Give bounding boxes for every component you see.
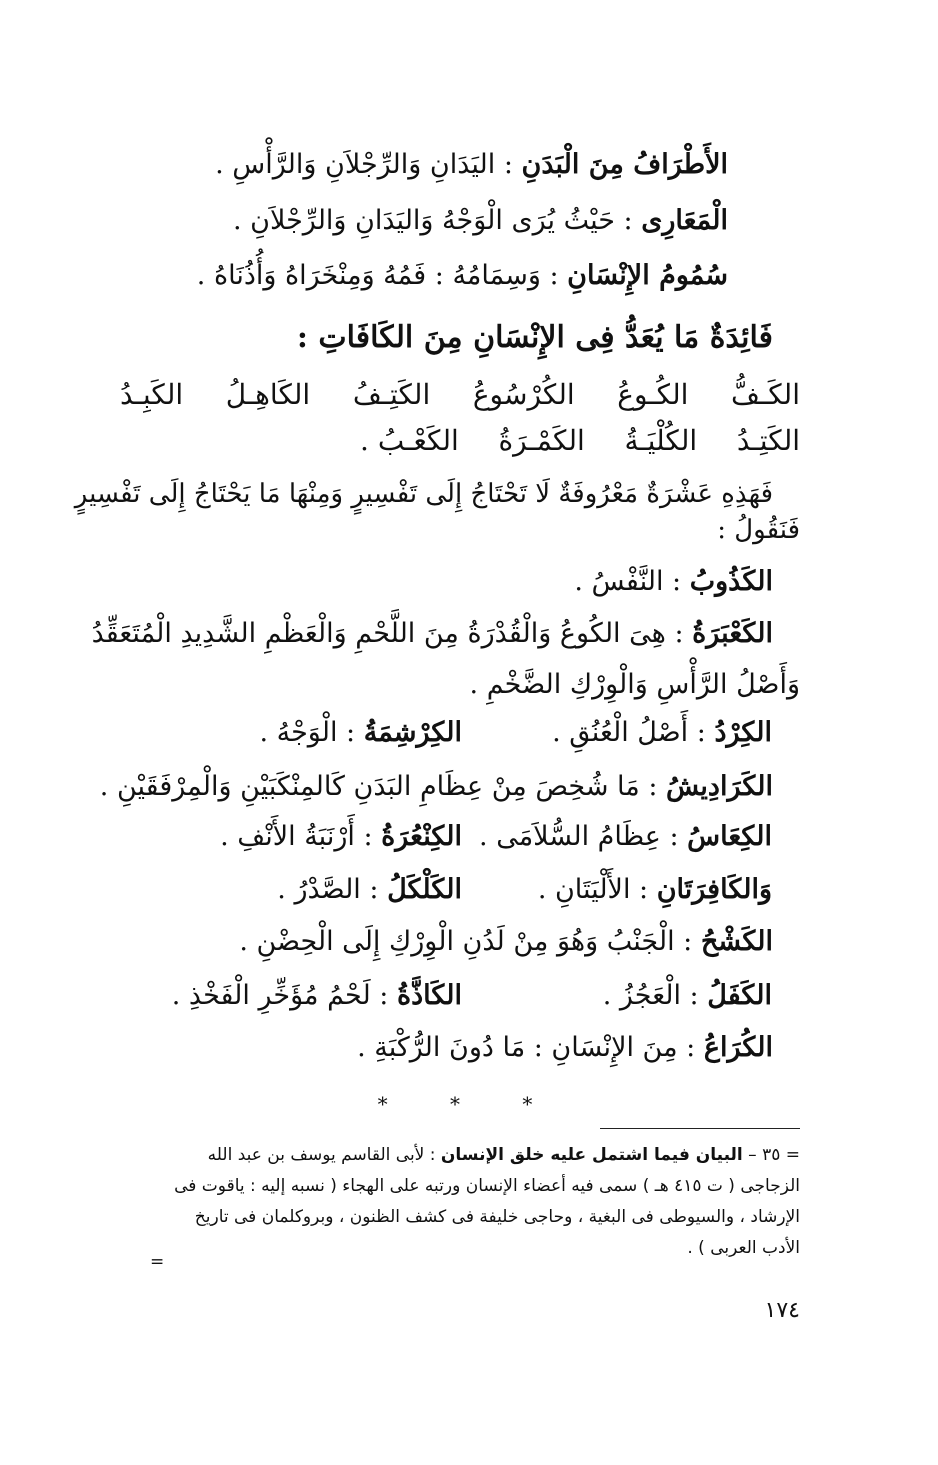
footnote-line-4: الأدب العربى ) . — [687, 1238, 800, 1258]
section-heading: فَائِدَةٌ مَا يُعَدُّ فِى الإِنْسَانِ مِنَ الكَافَاتِ : — [296, 320, 773, 355]
entry-kashh — [239, 922, 773, 962]
entry-definition: : حَيْثُ يُرَى الْوَجْهُ وَاليَدَانِ وَالرِّجْلاَنِ . — [233, 205, 642, 236]
entry-maari — [233, 201, 728, 241]
entry-kiaas — [462, 817, 772, 857]
footnote-line-1 — [117, 1140, 800, 1171]
entry-definition: : الْعَجُزُ . — [602, 980, 708, 1011]
entry-kirshima — [152, 713, 462, 753]
footnote-line-2: الزجاجى ( ت ٤١٥ هـ ) سمى فيه أعضاء الإنسان ورتبه على الهجاء ( نسبه إليه : ياقوت فى — [174, 1176, 800, 1196]
entry-row-kafal — [152, 976, 772, 1016]
entry-term: الكِرْدُ — [714, 717, 772, 748]
entry-term: الكَلْكَلُ — [387, 874, 462, 905]
entry-definition: : الْوَجْهُ . — [259, 717, 364, 748]
footnote-line-3: الإرشاد ، والسيوطى فى البغية ، وحاجى خليفة فى كشف الظنون ، وبروكلمان فى تاريخ — [194, 1207, 800, 1227]
kaf-list-row-2 — [360, 421, 800, 461]
entry-term: وَالكَافِرَتَانِ — [656, 874, 772, 905]
entry-term: الكُرَاعُ — [703, 1032, 773, 1063]
kaf-list-row-1 — [120, 375, 800, 415]
kaf-item: الكُـوعُ — [617, 378, 689, 411]
kaf-item: الكَاهِـلُ — [225, 378, 311, 411]
entry-kadhub — [574, 562, 773, 602]
kaf-item: الكَتِـدُ — [736, 424, 800, 457]
entry-row-kird — [152, 713, 772, 753]
footnote-continuation-mark: = — [150, 1252, 165, 1272]
kaf-item: الكَتِـفُ — [352, 378, 431, 411]
entry-term: الكَفَلُ — [707, 980, 772, 1011]
entry-definition: : الْجَنْبُ وَهُوَ مِنْ لَدُنِ الْوِرْكِ إِلَى الْحِضْنِ . — [239, 926, 701, 957]
intro-line-1: فَهَذِهِ عَشْرَةٌ مَعْرُوفَةٌ لَا تَحْتَاجُ إِلَى تَفْسِيرٍ وَمِنْهَا مَا يَحْتَاجُ إِلَى تَفْسِيرٍ — [74, 479, 773, 509]
entry-term: الكِعَاسُ — [687, 821, 772, 852]
entry-kinaura — [152, 817, 462, 857]
entry-definition: : النَّفْسُ . — [574, 566, 690, 597]
kaf-item: الكُرْسُوعُ — [472, 378, 575, 411]
entry-term: الكَشْحُ — [700, 926, 773, 957]
section-separator-stars: * * * — [377, 1092, 561, 1116]
entry-definition: : الأَلْيَتَانِ . — [537, 874, 657, 905]
entry-definition: : مِنَ الإِنْسَانِ : مَا دُونَ الرُّكْبَةِ . — [357, 1032, 704, 1063]
entry-row-kiaas — [152, 817, 772, 857]
entry-atraf — [215, 145, 728, 185]
entry-kadhdha — [152, 976, 462, 1016]
kaf-item: الكَبِـدُ — [120, 378, 184, 411]
entry-definition: : عِظَامُ السُّلاَمَى . — [479, 821, 688, 852]
entry-kird — [462, 713, 772, 753]
footnote-rule — [600, 1128, 800, 1129]
entry-kura — [357, 1028, 773, 1068]
entry-kafal — [462, 976, 772, 1016]
kaf-item: الكَعْـبُ . — [360, 424, 459, 457]
entry-definition: : اليَدَانِ وَالرِّجْلاَنِ وَالرَّأْسِ . — [215, 149, 522, 180]
entry-kafiratan — [462, 870, 772, 910]
entry-term: الكَاذَّةُ — [396, 980, 462, 1011]
entry-kabara-cont: وَأَصْلُ الرَّأْسِ وَالْوِرْكِ الضَّخْمِ . — [469, 669, 800, 700]
entry-definition: : هِىَ الكُوعُ وَالْقُدْرَةُ مِنَ اللَّحْمِ وَالْعَظْمِ الشَّدِيدِ الْمُتَعَقِّدُ — [91, 618, 693, 649]
entry-term: الْمَعَارِى — [641, 205, 728, 236]
entry-kalkal — [152, 870, 462, 910]
entry-term: الكِنْعُرَةُ — [381, 821, 462, 852]
entry-sumum — [197, 256, 728, 296]
entry-term: الكَرَادِيشُ — [666, 771, 773, 802]
entry-term: الأَطْرَافُ مِنَ الْبَدَنِ — [521, 149, 728, 180]
entry-karadish — [100, 767, 773, 807]
entry-definition: : لَحْمُ مُؤَخِّرِ الْفَخْذِ . — [171, 980, 397, 1011]
footnote — [117, 1140, 800, 1264]
entry-definition: : أَرْنَبَةُ الأَنْفِ . — [220, 821, 382, 852]
entry-term: الكَعْبَرَةُ — [692, 618, 773, 649]
entry-definition: : مَا شُخِصَ مِنْ عِظَامِ البَدَنِ كَالمِنْكَبَيْنِ وَالْمِرْفَقَيْنِ . — [99, 771, 666, 802]
entry-term: الكِرْشِمَةُ — [363, 717, 462, 748]
intro-line-2: فَنَقُولُ : — [717, 515, 800, 545]
footnote-title: البيان فيما اشتمل عليه خلق الإنسان — [440, 1145, 743, 1165]
entry-definition: : وَسِمَامُهُ : فَمُهُ وَمِنْخَرَاهُ وَأُذُنَاهُ . — [196, 260, 568, 291]
kaf-item: الكَـفُّ — [731, 378, 800, 411]
entry-term: سُمُومُ الإِنْسَانِ — [567, 260, 728, 291]
entry-definition: : الصَّدْرُ . — [277, 874, 388, 905]
footnote-number: = ٣٥ – — [748, 1145, 800, 1165]
page-number: ١٧٤ — [764, 1298, 800, 1323]
entry-kabara — [92, 614, 773, 654]
entry-row-kafiratan — [152, 870, 772, 910]
kaf-item: الكَمْـرَةُ — [498, 424, 585, 457]
footnote-author: : لأبى القاسم يوسف بن عبد الله — [207, 1145, 441, 1165]
entry-term: الكَذُوبُ — [689, 566, 773, 597]
entry-definition: : أَصْلُ الْعُنُقِ . — [552, 717, 715, 748]
kaf-item: الكُلْيَـةُ — [624, 424, 698, 457]
